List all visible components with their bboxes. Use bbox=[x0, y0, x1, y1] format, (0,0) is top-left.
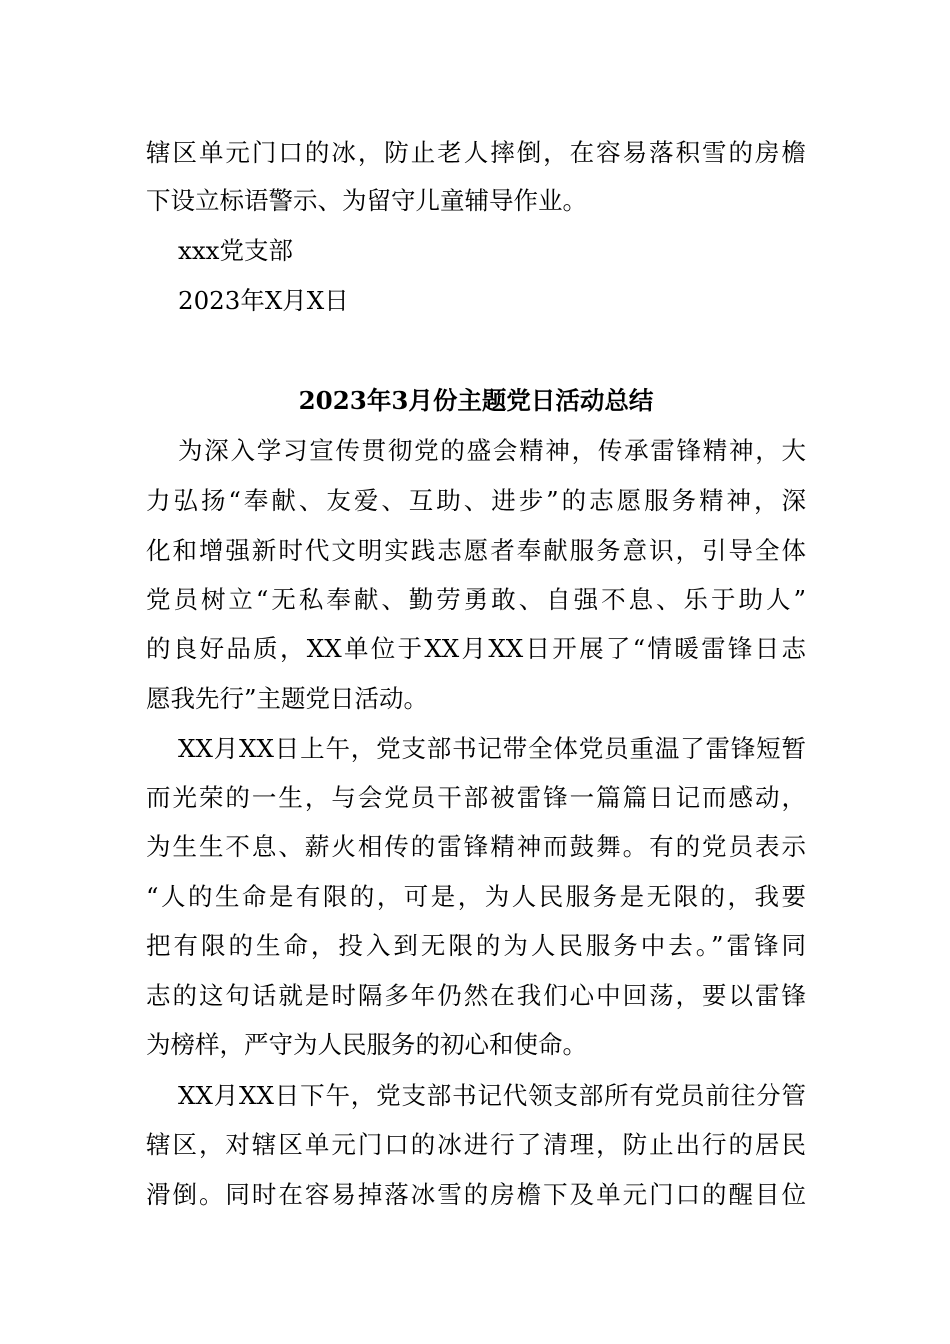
document-title: 2023年3月份主题党日活动总结 bbox=[298, 386, 654, 415]
signature-org: xxx党支部 bbox=[178, 236, 293, 265]
body-line: 为榜样，严守为人民服务的初心和使命。 bbox=[146, 1030, 587, 1059]
body-line: 志的这句话就是时隔多年仍然在我们心中回荡，要以雷锋 bbox=[146, 981, 806, 1010]
body-line: 滑倒。同时在容易掉落冰雪的房檐下及单元门口的醒目位 bbox=[146, 1180, 806, 1209]
body-line: 的良好品质，XX单位于XX月XX日开展了“情暖雷锋日志 bbox=[146, 634, 806, 663]
body-line: 为生生不息、薪火相传的雷锋精神而鼓舞。有的党员表示 bbox=[146, 832, 806, 861]
body-line: 辖区，对辖区单元门口的冰进行了清理，防止出行的居民 bbox=[146, 1130, 806, 1159]
body-line: XX月XX日下午，党支部书记代领支部所有党员前往分管 bbox=[178, 1081, 806, 1110]
body-line: 力弘扬“奉献、友爱、互助、进步”的志愿服务精神，深 bbox=[146, 486, 806, 515]
body-line: 为深入学习宣传贯彻党的盛会精神，传承雷锋精神，大 bbox=[178, 436, 806, 465]
body-line: “人的生命是有限的，可是，为人民服务是无限的，我要 bbox=[146, 882, 806, 911]
signature-date: 2023年X月X日 bbox=[178, 286, 349, 315]
body-line: 把有限的生命，投入到无限的为人民服务中去。”雷锋同 bbox=[146, 931, 806, 960]
body-line: 党员树立“无私奉献、勤劳勇敢、自强不息、乐于助人” bbox=[146, 585, 806, 614]
body-line: XX月XX日上午，党支部书记带全体党员重温了雷锋短暂 bbox=[178, 734, 806, 763]
body-line: 下设立标语警示、为留守儿童辅导作业。 bbox=[146, 186, 587, 215]
body-line: 化和增强新时代文明实践志愿者奉献服务意识，引导全体 bbox=[146, 536, 806, 565]
body-line: 辖区单元门口的冰，防止老人摔倒，在容易落积雪的房檐 bbox=[146, 138, 806, 167]
body-line: 而光荣的一生，与会党员干部被雷锋一篇篇日记而感动， bbox=[146, 783, 806, 812]
body-line: 愿我先行”主题党日活动。 bbox=[146, 684, 429, 713]
